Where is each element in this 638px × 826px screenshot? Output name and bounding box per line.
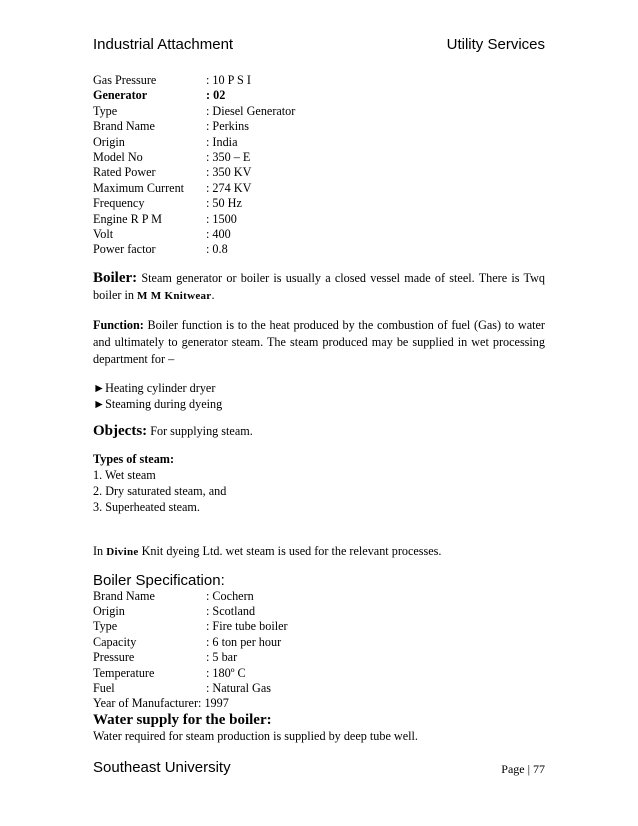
use-item: ►Heating cylinder dryer — [93, 380, 216, 395]
boiler-label: Boiler: — [93, 269, 138, 286]
spec-key: Rated Power — [93, 165, 156, 180]
footer-university: Southeast University — [93, 759, 231, 776]
objects-label: Objects: — [93, 422, 148, 439]
objects-text: For supplying steam. — [147, 423, 253, 438]
objects-line — [93, 423, 545, 439]
spec-value: : 02 — [206, 88, 226, 103]
spec-value: : 10 P S I — [206, 73, 251, 87]
generator-spec-row — [93, 104, 545, 119]
spec-key: Frequency — [93, 196, 145, 211]
spec-key: Engine R P M — [93, 211, 162, 226]
boiler-spec-list — [93, 589, 545, 697]
boiler-spec-row — [93, 589, 545, 604]
function-paragraph — [93, 317, 545, 368]
spec-key: Maximum Current — [93, 180, 185, 195]
spec-value: : Perkins — [206, 119, 249, 134]
steam-types-title: Types of steam: — [93, 451, 175, 466]
spec-key: Origin — [93, 604, 125, 619]
spec-value: : 274 KV — [206, 180, 252, 195]
generator-spec-row — [93, 150, 545, 165]
boiler-spec-title: Boiler Specification: — [93, 571, 225, 589]
spec-value: : 50 Hz — [206, 196, 242, 211]
spec-value: : Scotland — [206, 604, 256, 619]
spec-key: Volt — [93, 226, 114, 241]
spec-value: : 400 — [206, 226, 231, 241]
footer-page-number: Page | 77 — [501, 762, 545, 776]
spec-key: Gas Pressure — [93, 73, 157, 87]
header-title: Industrial Attachment — [93, 36, 234, 53]
generator-spec-row — [93, 196, 545, 211]
header-section: Utility Services — [446, 36, 545, 53]
spec-value: : India — [206, 134, 238, 149]
spec-value: : Fire tube boiler — [206, 619, 288, 634]
function-text: Boiler function is to the heat produced by the combustion of fuel (Gas) to water and ultimately to generator steam. The steam produced may be supplied in wet processing department for – — [93, 317, 545, 366]
boiler-end: . — [211, 287, 215, 302]
steam-type-item: 1. Wet steam — [93, 467, 156, 482]
spec-value: : 0.8 — [206, 242, 228, 257]
year-line: Year of Manufacturer: 1997 — [93, 696, 229, 711]
function-label: Function: — [93, 317, 144, 332]
boiler-paragraph — [93, 270, 545, 305]
boiler-spec-row — [93, 666, 545, 681]
spec-key: Type — [93, 103, 118, 118]
divine-company: Divine — [106, 545, 139, 558]
divine-pre: In — [93, 543, 107, 558]
spec-key: Type — [93, 619, 118, 634]
water-text: Water required for steam production is supplied by deep tube well. — [93, 728, 418, 743]
boiler-text: Steam generator or boiler is usually a closed vessel made of steel. There is Twq boiler in — [93, 270, 545, 302]
company-name: M M Knitwear — [137, 289, 212, 302]
steam-type-item: 2. Dry saturated steam, and — [93, 483, 227, 498]
generator-spec-row — [93, 242, 545, 257]
generator-spec-row — [93, 227, 545, 242]
generator-spec-row — [93, 88, 545, 103]
spec-key: Temperature — [93, 665, 155, 680]
page-content — [93, 73, 545, 744]
generator-spec-row — [93, 135, 545, 150]
boiler-spec-row — [93, 604, 545, 619]
spec-key: Generator — [93, 88, 148, 103]
spec-key: Pressure — [93, 650, 135, 665]
divine-text: Knit dyeing Ltd. wet steam is used for the relevant processes. — [138, 543, 442, 558]
generator-spec-row — [93, 119, 545, 134]
spec-value: : 5 bar — [206, 650, 238, 665]
spec-key: Fuel — [93, 681, 115, 696]
generator-spec-row — [93, 165, 545, 180]
spec-value: : 350 KV — [206, 165, 252, 180]
spec-value: : Cochern — [206, 588, 254, 603]
steam-type-item: 3. Superheated steam. — [93, 499, 200, 514]
boiler-spec-row — [93, 681, 545, 696]
boiler-spec-row — [93, 650, 545, 665]
boiler-spec-row — [93, 635, 545, 650]
divine-line — [93, 543, 545, 560]
water-title: Water supply for the boiler: — [93, 711, 272, 728]
spec-value: : 1500 — [206, 211, 237, 226]
spec-key: Capacity — [93, 634, 137, 649]
spec-value: : Diesel Generator — [206, 103, 296, 118]
spec-value: : Natural Gas — [206, 681, 271, 696]
generator-spec-row — [93, 212, 545, 227]
spec-value: : 180º C — [206, 665, 246, 680]
spec-key: Brand Name — [93, 588, 155, 603]
boiler-spec-row — [93, 619, 545, 634]
spec-key: Brand Name — [93, 119, 155, 134]
use-item: ►Steaming during dyeing — [93, 397, 223, 412]
generator-spec-row — [93, 181, 545, 196]
spec-key: Model No — [93, 149, 143, 164]
generator-spec-row — [93, 73, 545, 88]
spec-value: : 6 ton per hour — [206, 634, 282, 649]
spec-key: Power factor — [93, 242, 156, 257]
spec-key: Origin — [93, 134, 125, 149]
spec-value: : 350 – E — [206, 149, 251, 164]
generator-spec-list — [93, 73, 545, 258]
